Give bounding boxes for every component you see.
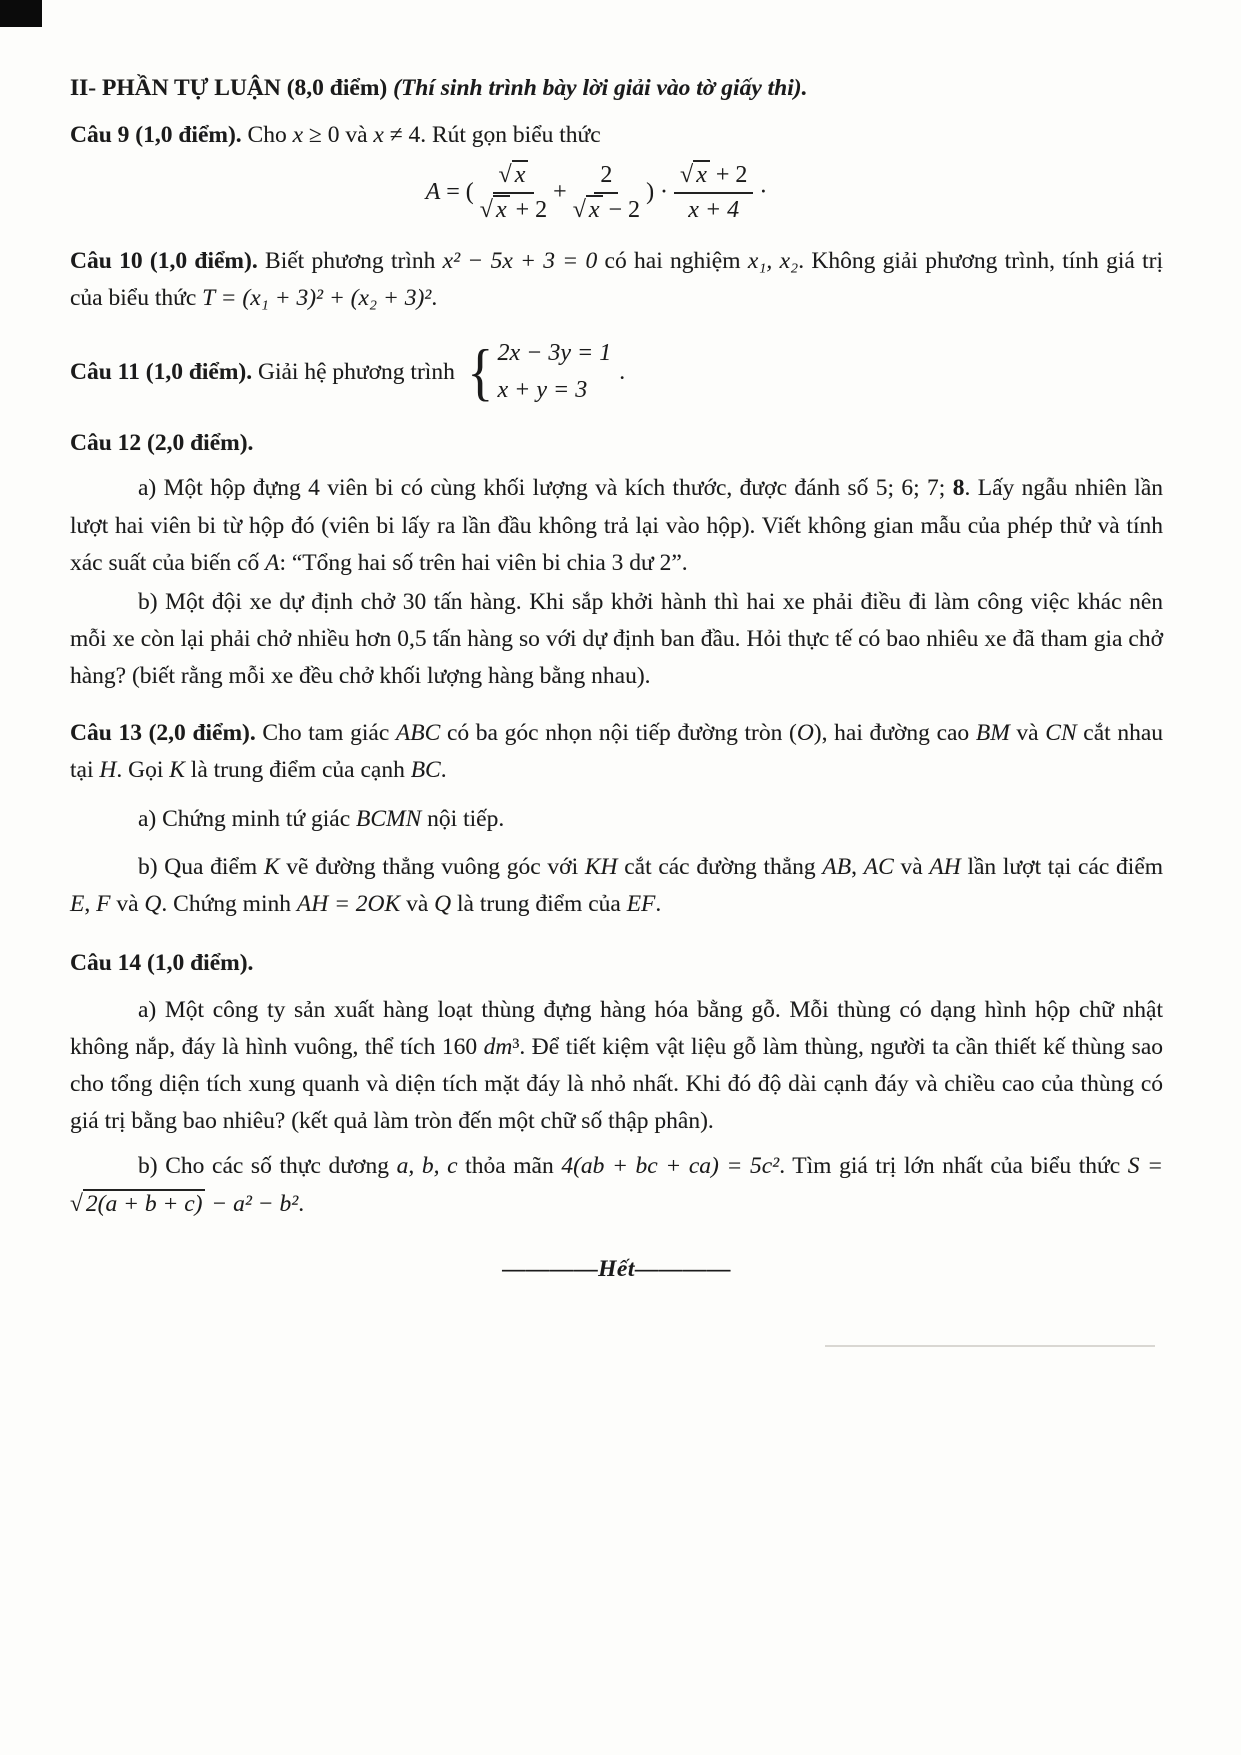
plus-operator: + [553,179,567,206]
scan-smudge-line [825,1345,1155,1347]
section-title: II- PHẦN TỰ LUẬN (8,0 điểm) (Thí sinh trình bày lời giải vào tờ giấy thi). [70,75,808,101]
cau12-heading: Câu 12 (2,0 điểm). [70,430,254,457]
cau14-b-text-1: b) Cho các số thực dương a, b, c thỏa mãn 4(ab + bc + ca) = 5c². Tìm giá trị lớn nhất của biểu thức S = [138,1153,1164,1180]
equation-2: x + y = 3 [497,377,588,404]
system-equations [498,335,612,409]
cau13-statement: Câu 13 (2,0 điểm). Cho tam giác ABC có ba góc nhọn nội tiếp đường tròn (O), hai đường cao BM và CN cắt nhau tại H. Gọi K là trung điểm của cạnh BC. [70,720,1163,784]
cau11-statement [70,335,1163,409]
system-brace: { [467,335,494,407]
cau9-formula [70,160,1123,226]
cau9-statement: Câu 9 (1,0 điểm). Cho x ≥ 0 và x ≠ 4. Rút gọn biểu thức [70,122,601,149]
cau10-statement: Câu 10 (1,0 điểm). Biết phương trình x² − 5x + 3 = 0 có hai nghiệm x₁, x₂. Không giải phương trình, tính giá trị của biểu thức T = (x₁ + 3)² + (x₂ + 3)². [70,247,1164,311]
cau13-part-b: b) Qua điểm K vẽ đường thẳng vuông góc với KH cắt các đường thẳng AB, AC và AH lần lượt tại các điểm E, F và Q. Chứng minh AH = 2OK và Q là trung điểm của EF. [70,853,1164,917]
fraction-2: $\frac{2}{√ x - 2}$ [572,162,641,224]
cau13-part-a: a) Chứng minh tứ giác BCMN nội tiếp. [138,806,505,833]
scan-artifact-corner [0,0,42,27]
equation-system [465,335,611,409]
equation-1: 2x − 3y = 1 [497,339,612,366]
fraction-1: $\frac{√ x}{√ x + 2}$ [479,162,548,224]
formula-end-dot: · [759,179,768,206]
formula-lhs: A = ( [425,179,474,206]
close-paren-dot: ) · [646,179,669,206]
end-marker: ————Hết———— [502,1255,731,1282]
square-root-expression: √ 2(a + b + c) [70,1189,205,1217]
cau12-part-a: a) Một hộp đựng 4 viên bi có cùng khối lượng và kích thước, được đánh số 5; 6; 7; 8. Lấy ngẫu nhiên lần lượt hai viên bi từ hộp đó (viên bi lấy ra lần đầu không trả lại vào hộp). Viết không gian mẫu của phép thử và tính xác suất của biến cố A: “Tổng hai số trên hai viên bi chia 3 dư 2”. [70,475,1163,576]
cau14-part-b [70,1148,1163,1222]
cau11-period: . [619,358,626,385]
cau14-b-text-2: − a² − b². [205,1190,305,1217]
cau14-part-a: a) Một công ty sản xuất hàng loạt thùng đựng hàng hóa bằng gỗ. Mỗi thùng có dạng hình hộp chữ nhật không nắp, đáy là hình vuông, thể tích 160 dm³. Để tiết kiệm vật liệu gỗ làm thùng, người ta cần thiết kế thùng sao cho tổng diện tích xung quanh và diện tích mặt đáy là nhỏ nhất. Khi đó độ dài cạnh đáy và chiều cao của thùng có giá trị bằng bao nhiêu? (kết quả làm tròn đến một chữ số thập phân). [70,996,1163,1135]
cau12-part-b: b) Một đội xe dự định chở 30 tấn hàng. Khi sắp khởi hành thì hai xe phải điều đi làm công việc khác nên mỗi xe còn lại phải chở nhiều hơn 0,5 tấn hàng so với dự định ban đầu. Hỏi thực tế có bao nhiêu xe đã tham gia chở hàng? (biết rằng mỗi xe đều chở khối lượng hàng bằng nhau). [70,588,1163,689]
cau14-heading: Câu 14 (1,0 điểm). [70,949,254,976]
cau11-text: Câu 11 (1,0 điểm). Giải hệ phương trình [70,358,455,385]
fraction-3: $\frac{√ x + 2}{x + 4}$ [674,160,753,226]
